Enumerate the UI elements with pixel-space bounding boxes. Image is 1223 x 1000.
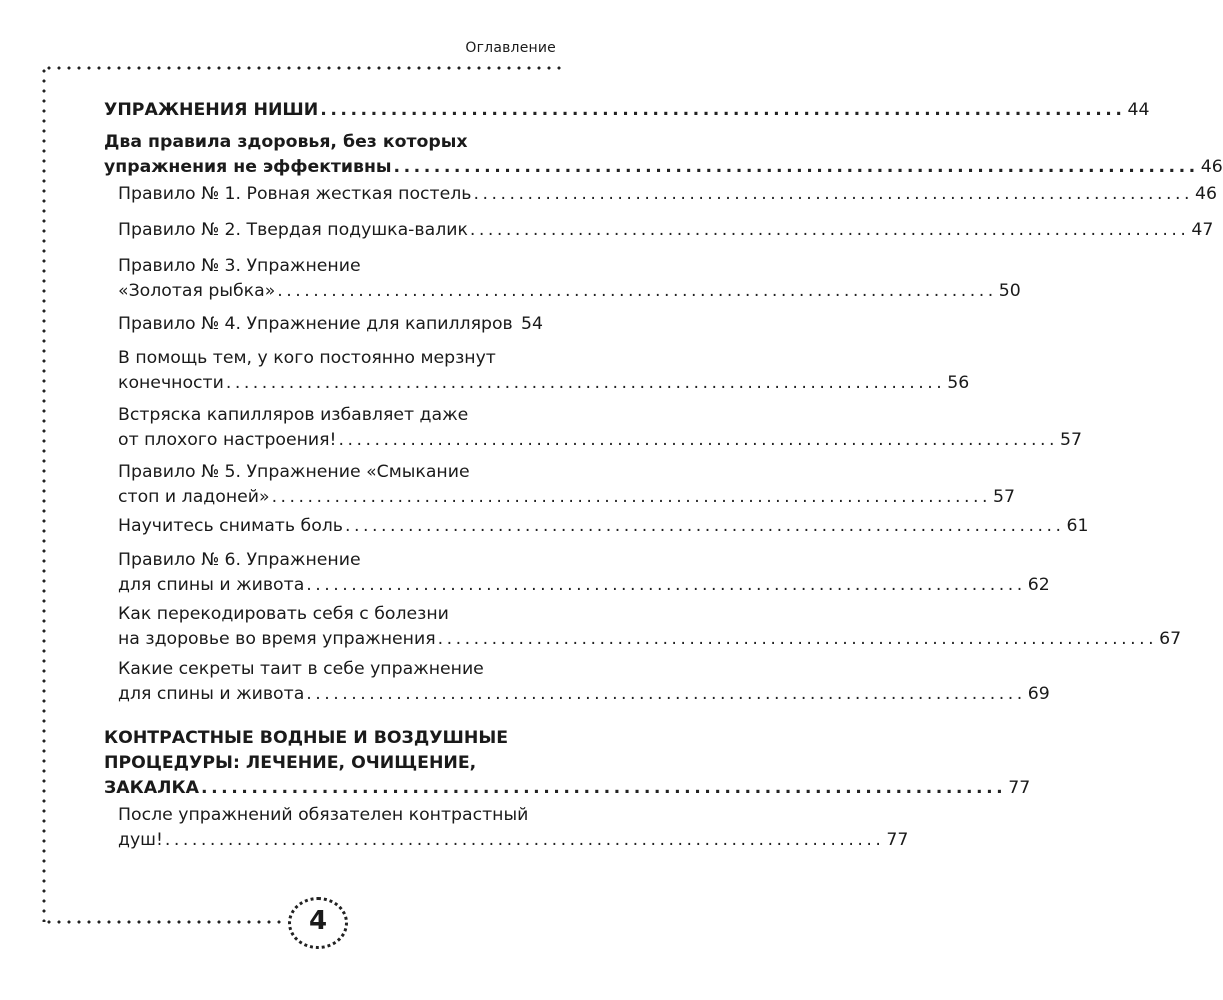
toc-entry-title: Научитесь снимать боль — [118, 516, 343, 536]
toc-entry[interactable] — [118, 346, 970, 396]
toc-entry-page: 62 — [1027, 575, 1050, 595]
toc-entry-title: Правило № 5. Упражнение «Смыкание — [118, 462, 470, 482]
toc-entry-page: 47 — [1191, 220, 1214, 240]
toc-entry-title: Правило № 6. Упражнение — [118, 550, 361, 570]
toc-leader: ................................................................................ — [306, 684, 1026, 704]
toc-entry-title: душ! — [118, 830, 163, 850]
toc-entry-page: 54 — [521, 314, 543, 334]
toc-entry-title: Правило № 3. Упражнение — [118, 256, 361, 276]
toc-entry[interactable] — [104, 98, 1150, 123]
toc-entry-title: В помощь тем, у кого постоянно мерзнут — [118, 348, 496, 368]
toc-entry-page: 57 — [993, 487, 1016, 507]
toc-leader: ................................................................................ — [306, 575, 1026, 595]
toc-leader: ................................................................................ — [393, 157, 1199, 177]
toc-entry-title: Встряска капилляров избавляет даже — [118, 405, 469, 425]
toc-entry[interactable] — [118, 514, 1089, 539]
toc-entry[interactable] — [118, 657, 1050, 707]
toc-leader: ................................................................................ — [271, 487, 992, 507]
toc-entry[interactable] — [118, 218, 1214, 243]
toc-leader: ................................................................................ — [277, 281, 997, 301]
toc-entry-title: УПРАЖНЕНИЯ НИШИ — [104, 100, 319, 120]
toc-leader: ................................................................................ — [320, 100, 1126, 120]
dotted-border-left — [42, 66, 46, 922]
toc-entry-page: 77 — [886, 830, 909, 850]
toc-entry-page: 67 — [1159, 629, 1182, 649]
toc-entry-title: на здоровье во время упражнения — [118, 629, 436, 649]
toc-entry-title: ПРОЦЕДУРЫ: ЛЕЧЕНИЕ, ОЧИЩЕНИЕ, — [104, 753, 477, 773]
toc-entry-title: стоп и ладоней» — [118, 487, 270, 507]
toc-leader: ................................................................................ — [473, 184, 1193, 204]
page-number: 4 — [308, 906, 328, 936]
running-head: Оглавление — [465, 40, 556, 56]
toc-entry-title: Два правила здоровья, без которых — [104, 132, 468, 152]
toc-entry[interactable] — [118, 803, 909, 853]
toc-entry[interactable] — [118, 460, 1016, 510]
toc-entry-page: 61 — [1066, 516, 1089, 536]
toc-entry-title: Как перекодировать себя с болезни — [118, 604, 449, 624]
toc-entry-page: 46 — [1200, 157, 1223, 177]
toc-entry-title: Правило № 1. Ровная жесткая постель — [118, 184, 472, 204]
toc-entry-title: Какие секреты таит в себе упражнение — [118, 659, 484, 679]
toc-entry[interactable] — [118, 312, 543, 337]
toc-entry-page: 44 — [1127, 100, 1150, 120]
toc-leader: ................................................................................ — [164, 830, 885, 850]
toc-leader: ................................................................................ — [225, 373, 946, 393]
toc-entry-title: конечности — [118, 373, 224, 393]
toc-entry-title: упражнения не эффективны — [104, 157, 392, 177]
toc-entry-page: 69 — [1027, 684, 1050, 704]
toc-entry[interactable] — [104, 130, 1223, 180]
toc-leader: ................................................................................ — [437, 629, 1158, 649]
toc-entry[interactable] — [118, 182, 1217, 207]
toc-leader: ................................................................................ — [338, 430, 1058, 450]
toc-entry[interactable] — [118, 254, 1021, 304]
toc-leader: ................................................................................ — [469, 220, 1190, 240]
toc-entry[interactable] — [104, 726, 1031, 801]
toc-entry-page: 56 — [947, 373, 970, 393]
toc-entry-title: для спины и живота — [118, 684, 305, 704]
toc-entry-page: 50 — [998, 281, 1021, 301]
toc-leader: ................................................................................ — [345, 516, 1065, 536]
toc-entry[interactable] — [118, 602, 1182, 652]
toc-entry-title: «Золотая рыбка» — [118, 281, 276, 301]
toc-leader: ................................................................................ — [201, 778, 1007, 798]
toc-entry-title: Правило № 4. Упражнение для капилляров — [118, 314, 513, 334]
toc-entry-title: Правило № 2. Твердая подушка-валик — [118, 220, 468, 240]
toc-entry-page: 46 — [1194, 184, 1217, 204]
toc-entry-title: КОНТРАСТНЫЕ ВОДНЫЕ И ВОЗДУШНЫЕ — [104, 728, 509, 748]
toc-entry-title: для спины и живота — [118, 575, 305, 595]
toc-entry-title: После упражнений обязателен контрастный — [118, 805, 529, 825]
dotted-border-bottom — [44, 920, 282, 924]
toc-entry[interactable] — [118, 548, 1050, 598]
dotted-border-top — [44, 66, 564, 70]
toc-entry-page: 77 — [1008, 778, 1031, 798]
toc-entry-title: от плохого настроения! — [118, 430, 337, 450]
toc-entry[interactable] — [118, 403, 1082, 453]
toc-entry-title: ЗАКАЛКА — [104, 778, 200, 798]
toc-entry-page: 57 — [1059, 430, 1082, 450]
